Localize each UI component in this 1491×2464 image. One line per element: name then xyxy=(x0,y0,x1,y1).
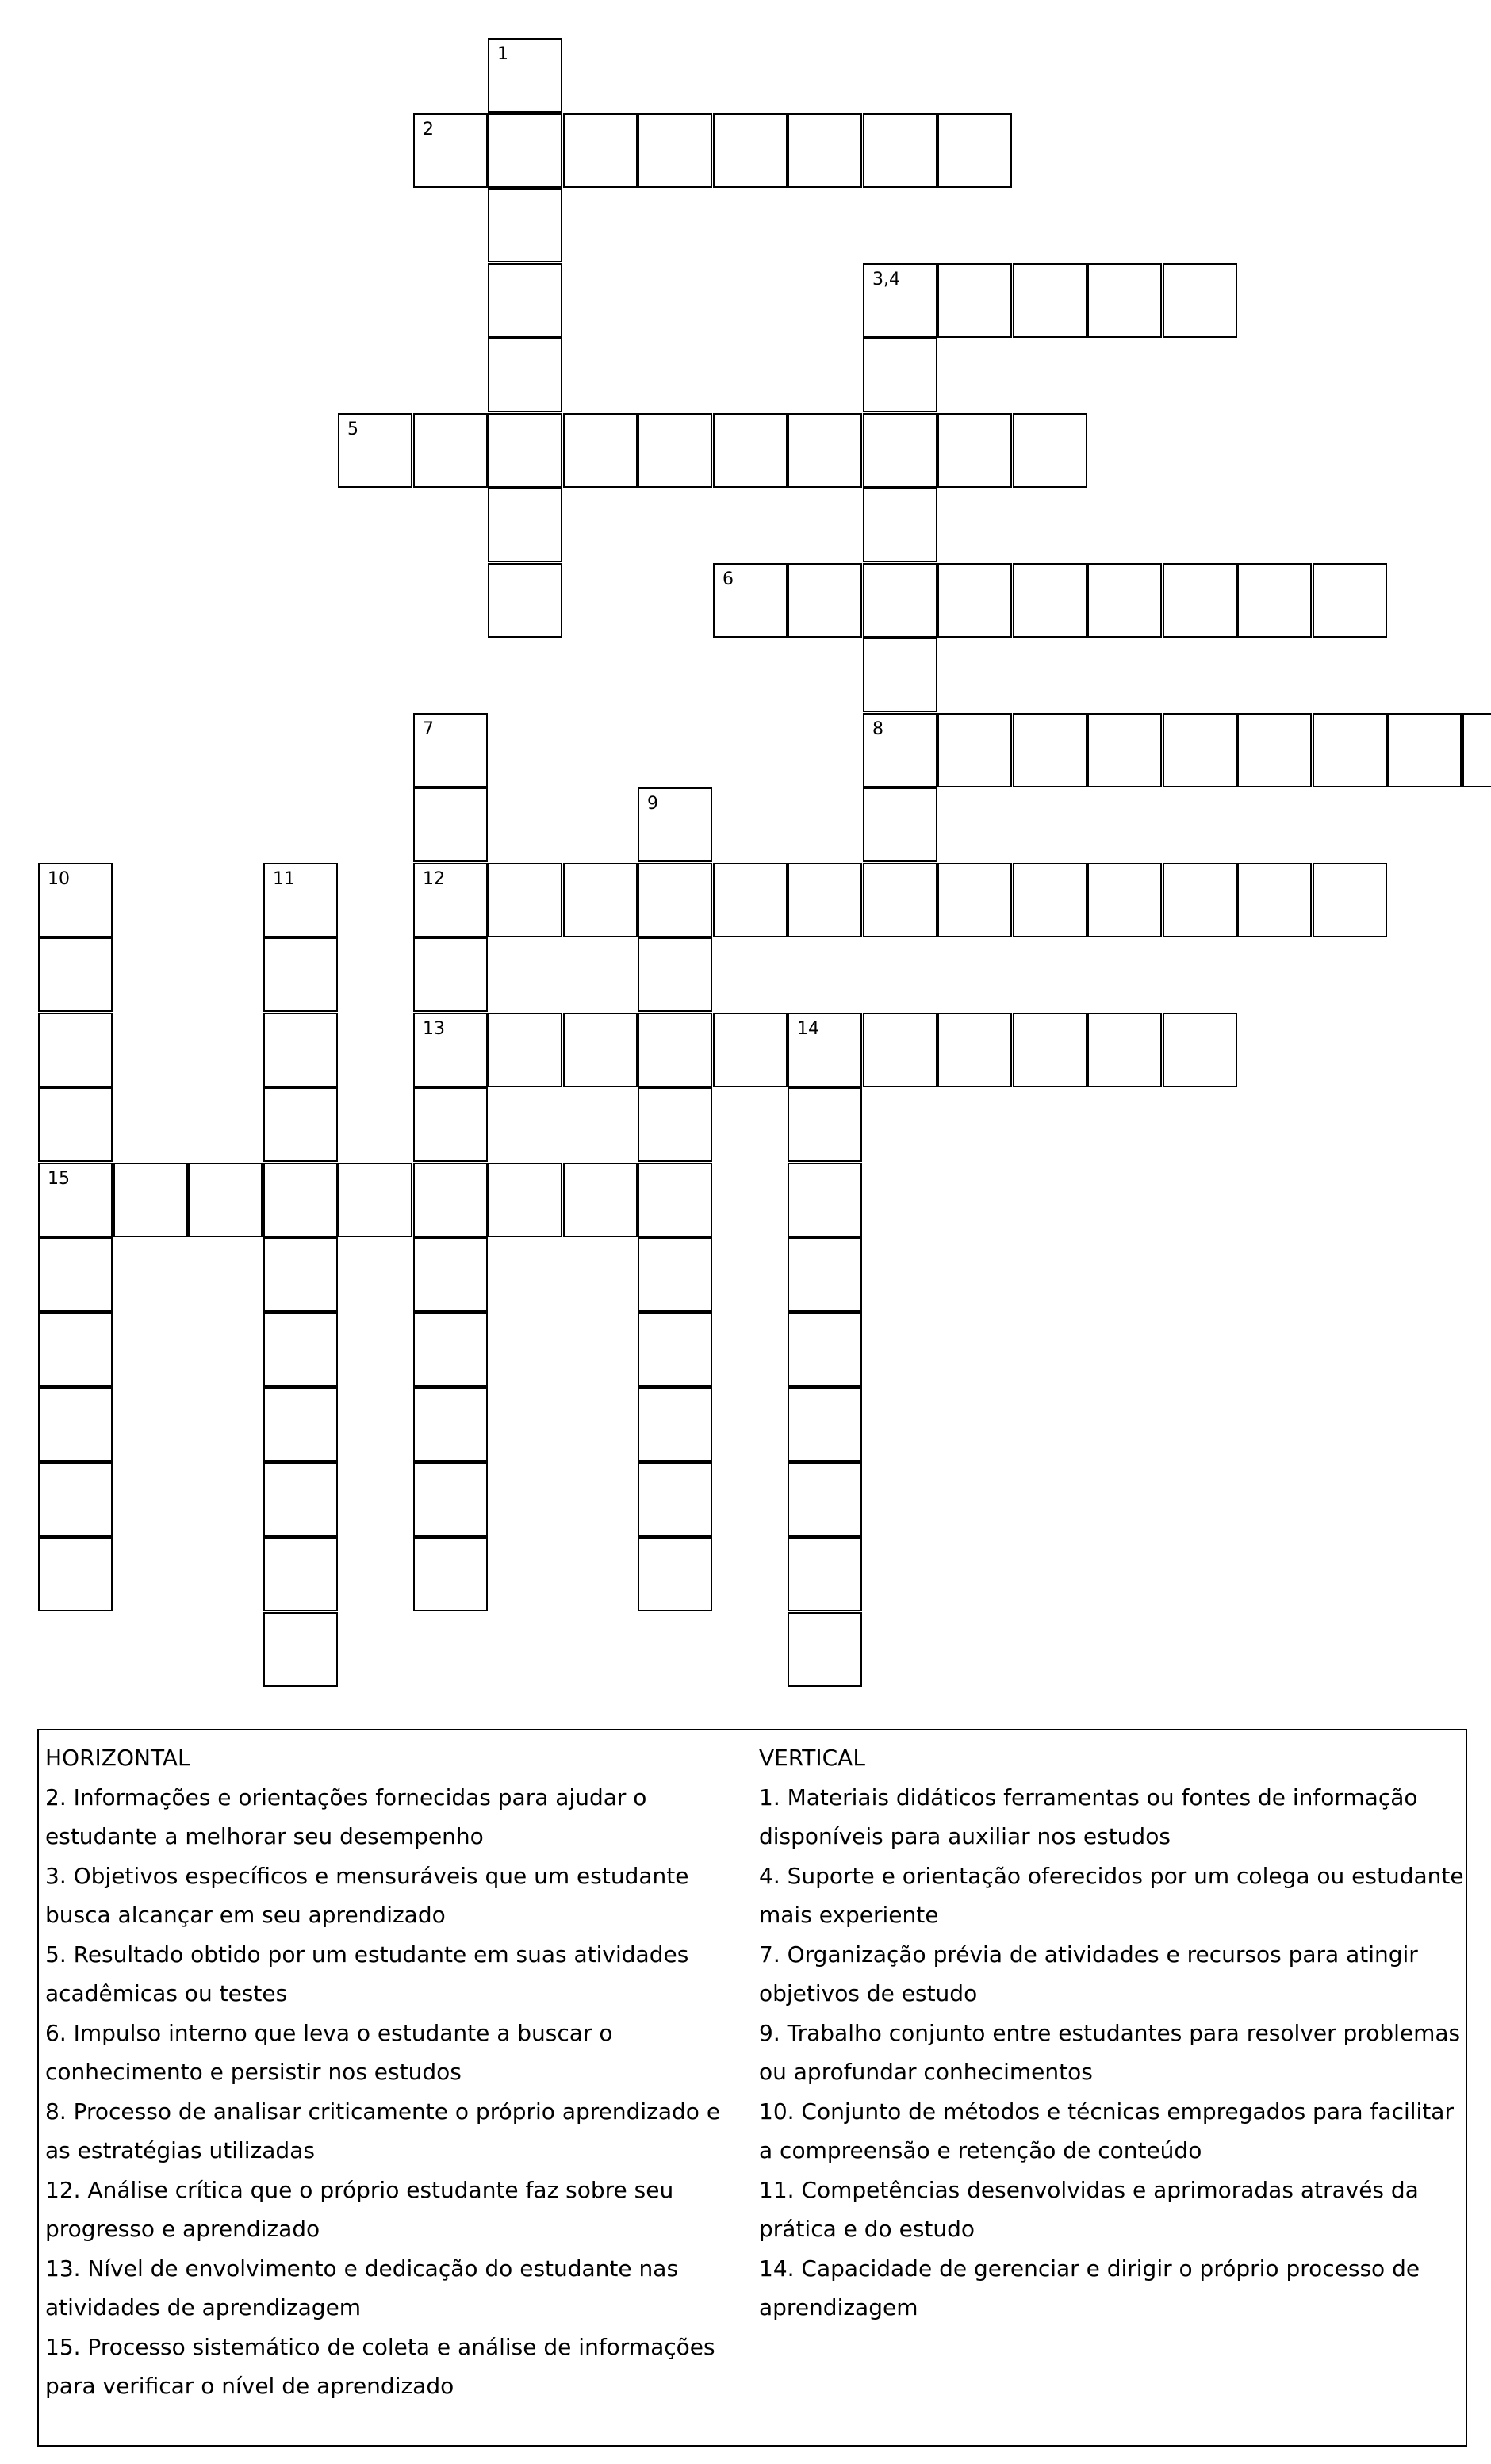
grid-cell[interactable] xyxy=(1013,563,1087,638)
grid-cell[interactable] xyxy=(413,113,488,188)
clue-number: 7 xyxy=(423,719,434,739)
grid-cell[interactable] xyxy=(1163,713,1237,787)
clue-number: 10 xyxy=(48,869,70,889)
grid-cell[interactable] xyxy=(413,413,488,488)
grid-cell[interactable] xyxy=(638,113,712,188)
clue-vertical-7: 7. Organização prévia de atividades e recursos para atingir objetivos de estudo xyxy=(759,1941,1418,2006)
clue-horizontal-3: 3. Objetivos específicos e mensuráveis que um estudante busca alcançar em seu aprendizado xyxy=(45,1862,689,1928)
grid-cell[interactable] xyxy=(638,1462,712,1537)
grid-cell[interactable] xyxy=(413,1387,488,1462)
grid-cell[interactable] xyxy=(1313,863,1387,937)
clue-number: 5 xyxy=(347,420,358,439)
clue-horizontal-12: 12. Análise crítica que o próprio estudante faz sobre seu progresso e aprendizado xyxy=(45,2176,674,2242)
grid-cell[interactable] xyxy=(1087,263,1162,338)
grid-cell[interactable] xyxy=(788,1612,862,1687)
clue-number: 9 xyxy=(647,794,658,814)
grid-cell[interactable] xyxy=(788,1237,862,1312)
grid-cell[interactable] xyxy=(638,787,712,862)
grid-cell[interactable] xyxy=(713,113,788,188)
grid-cell[interactable] xyxy=(413,787,488,862)
grid-cell[interactable] xyxy=(713,413,788,488)
grid-cell[interactable] xyxy=(788,1013,862,1087)
grid-cell[interactable] xyxy=(788,113,862,188)
grid-cell[interactable] xyxy=(38,1087,113,1162)
grid-cell[interactable] xyxy=(788,863,862,937)
grid-cell[interactable] xyxy=(263,1312,338,1387)
grid-cell[interactable] xyxy=(863,863,937,937)
grid-cell[interactable] xyxy=(488,113,562,188)
grid-cell[interactable] xyxy=(413,1537,488,1611)
grid-cell[interactable] xyxy=(863,488,937,562)
grid-cell[interactable] xyxy=(488,38,562,113)
grid-cell[interactable] xyxy=(263,1087,338,1162)
horizontal-title: HORIZONTAL xyxy=(45,1745,190,1771)
grid-cell[interactable] xyxy=(338,413,412,488)
grid-cell[interactable] xyxy=(1163,1013,1237,1087)
clue-vertical-4: 4. Suporte e orientação oferecidos por um colega ou estudante mais experiente xyxy=(759,1862,1464,1928)
grid-cell[interactable] xyxy=(413,1237,488,1312)
clue-horizontal-6: 6. Impulso interno que leva o estudante a buscar o conhecimento e persistir nos estudos xyxy=(45,2019,613,2085)
grid-cell[interactable] xyxy=(488,338,562,412)
grid-cell[interactable] xyxy=(638,1163,712,1237)
clue-vertical-1: 1. Materiais didáticos ferramentas ou fontes de informação disponíveis para auxiliar nos estudos xyxy=(759,1784,1418,1849)
grid-cell[interactable] xyxy=(1163,563,1237,638)
grid-cell[interactable] xyxy=(937,713,1012,787)
clues-box xyxy=(37,1729,1467,2447)
grid-cell[interactable] xyxy=(638,1237,712,1312)
grid-cell[interactable] xyxy=(38,1462,113,1537)
grid-cell[interactable] xyxy=(1013,413,1087,488)
grid-cell[interactable] xyxy=(38,863,113,937)
grid-cell[interactable] xyxy=(263,1013,338,1087)
grid-cell[interactable] xyxy=(263,1612,338,1687)
grid-cell[interactable] xyxy=(1013,263,1087,338)
grid-cell[interactable] xyxy=(413,1163,488,1237)
grid-cell[interactable] xyxy=(863,787,937,862)
grid-cell[interactable] xyxy=(863,113,937,188)
grid-cell[interactable] xyxy=(263,863,338,937)
grid-cell[interactable] xyxy=(937,263,1012,338)
grid-cell[interactable] xyxy=(413,1013,488,1087)
clue-horizontal-5: 5. Resultado obtido por um estudante em suas atividades acadêmicas ou testes xyxy=(45,1941,689,2006)
clue-number: 8 xyxy=(872,719,883,739)
grid-cell[interactable] xyxy=(937,413,1012,488)
grid-cell[interactable] xyxy=(863,338,937,412)
grid-cell[interactable] xyxy=(488,188,562,262)
grid-cell[interactable] xyxy=(638,1312,712,1387)
grid-cell[interactable] xyxy=(38,1237,113,1312)
grid-cell[interactable] xyxy=(1087,713,1162,787)
grid-cell[interactable] xyxy=(413,1462,488,1537)
grid-cell[interactable] xyxy=(413,937,488,1012)
grid-cell[interactable] xyxy=(788,1163,862,1237)
grid-cell[interactable] xyxy=(1163,263,1237,338)
grid-cell[interactable] xyxy=(1237,563,1312,638)
grid-cell[interactable] xyxy=(937,113,1012,188)
grid-cell[interactable] xyxy=(1462,713,1491,787)
clue-number: 13 xyxy=(423,1019,445,1039)
horizontal-clues xyxy=(45,1738,751,2406)
clue-number: 3,4 xyxy=(872,270,900,289)
grid-cell[interactable] xyxy=(1163,863,1237,937)
clue-number: 12 xyxy=(423,869,445,889)
grid-cell[interactable] xyxy=(638,1387,712,1462)
clue-number: 2 xyxy=(423,120,434,140)
vertical-clues xyxy=(759,1738,1465,2328)
grid-cell[interactable] xyxy=(413,713,488,787)
clue-number: 14 xyxy=(797,1019,819,1039)
grid-cell[interactable] xyxy=(263,937,338,1012)
grid-cell[interactable] xyxy=(263,1163,338,1237)
grid-cell[interactable] xyxy=(563,1163,638,1237)
grid-cell[interactable] xyxy=(638,1013,712,1087)
clue-number: 15 xyxy=(48,1169,70,1189)
clue-number: 6 xyxy=(723,569,734,589)
grid-cell[interactable] xyxy=(1087,563,1162,638)
grid-cell[interactable] xyxy=(1087,1013,1162,1087)
grid-cell[interactable] xyxy=(863,638,937,712)
grid-cell[interactable] xyxy=(263,1537,338,1611)
clue-vertical-11: 11. Competências desenvolvidas e aprimoradas através da prática e do estudo xyxy=(759,2176,1419,2242)
grid-cell[interactable] xyxy=(863,563,937,638)
grid-cell[interactable] xyxy=(1013,1013,1087,1087)
grid-cell[interactable] xyxy=(788,1462,862,1537)
grid-cell[interactable] xyxy=(937,563,1012,638)
grid-cell[interactable] xyxy=(1387,713,1462,787)
grid-cell[interactable] xyxy=(1013,713,1087,787)
grid-cell[interactable] xyxy=(1237,713,1312,787)
grid-cell[interactable] xyxy=(488,263,562,338)
clue-number: 11 xyxy=(273,869,295,889)
grid-cell[interactable] xyxy=(263,1462,338,1537)
grid-cell[interactable] xyxy=(937,1013,1012,1087)
grid-cell[interactable] xyxy=(638,1537,712,1611)
grid-cell[interactable] xyxy=(263,1237,338,1312)
clue-horizontal-8: 8. Processo de analisar criticamente o próprio aprendizado e as estratégias utilizadas xyxy=(45,2098,721,2163)
grid-cell[interactable] xyxy=(38,1537,113,1611)
clue-horizontal-13: 13. Nível de envolvimento e dedicação do estudante nas atividades de aprendizagem xyxy=(45,2255,679,2320)
grid-cell[interactable] xyxy=(263,1387,338,1462)
clue-horizontal-2: 2. Informações e orientações fornecidas para ajudar o estudante a melhorar seu desempenho xyxy=(45,1784,647,1849)
grid-cell[interactable] xyxy=(488,1163,562,1237)
clue-vertical-9: 9. Trabalho conjunto entre estudantes para resolver problemas ou aprofundar conhecimentos xyxy=(759,2019,1461,2085)
grid-cell[interactable] xyxy=(863,713,937,787)
grid-cell[interactable] xyxy=(488,563,562,638)
grid-cell[interactable] xyxy=(38,937,113,1012)
grid-cell[interactable] xyxy=(413,863,488,937)
grid-cell[interactable] xyxy=(638,937,712,1012)
grid-cell[interactable] xyxy=(638,413,712,488)
grid-cell[interactable] xyxy=(788,413,862,488)
grid-cell[interactable] xyxy=(1013,863,1087,937)
grid-cell[interactable] xyxy=(638,1087,712,1162)
grid-cell[interactable] xyxy=(563,413,638,488)
grid-cell[interactable] xyxy=(863,263,937,338)
grid-cell[interactable] xyxy=(38,1013,113,1087)
grid-cell[interactable] xyxy=(488,1013,562,1087)
grid-cell[interactable] xyxy=(38,1163,113,1237)
grid-cell[interactable] xyxy=(713,1013,788,1087)
vertical-title: VERTICAL xyxy=(759,1745,865,1771)
grid-cell[interactable] xyxy=(713,863,788,937)
clue-number: 1 xyxy=(497,44,508,64)
grid-cell[interactable] xyxy=(338,1163,412,1237)
grid-cell[interactable] xyxy=(1237,863,1312,937)
grid-cell[interactable] xyxy=(38,1312,113,1387)
grid-cell[interactable] xyxy=(563,863,638,937)
grid-cell[interactable] xyxy=(488,863,562,937)
clue-horizontal-15: 15. Processo sistemático de coleta e análise de informações para verificar o nível de aprendizado xyxy=(45,2333,715,2399)
grid-cell[interactable] xyxy=(638,863,712,937)
clue-vertical-14: 14. Capacidade de gerenciar e dirigir o próprio processo de aprendizagem xyxy=(759,2255,1420,2320)
grid-cell[interactable] xyxy=(713,563,788,638)
grid-cell[interactable] xyxy=(937,863,1012,937)
grid-cell[interactable] xyxy=(113,1163,188,1237)
grid-cell[interactable] xyxy=(488,488,562,562)
grid-cell[interactable] xyxy=(863,413,937,488)
grid-cell[interactable] xyxy=(488,413,562,488)
grid-cell[interactable] xyxy=(788,563,862,638)
grid-cell[interactable] xyxy=(788,1387,862,1462)
grid-cell[interactable] xyxy=(563,1013,638,1087)
grid-cell[interactable] xyxy=(1313,563,1387,638)
grid-cell[interactable] xyxy=(788,1087,862,1162)
grid-cell[interactable] xyxy=(788,1312,862,1387)
grid-cell[interactable] xyxy=(1087,863,1162,937)
grid-cell[interactable] xyxy=(563,113,638,188)
grid-cell[interactable] xyxy=(863,1013,937,1087)
grid-cell[interactable] xyxy=(188,1163,263,1237)
grid-cell[interactable] xyxy=(1313,713,1387,787)
grid-cell[interactable] xyxy=(788,1537,862,1611)
grid-cell[interactable] xyxy=(38,1387,113,1462)
grid-cell[interactable] xyxy=(413,1312,488,1387)
grid-cell[interactable] xyxy=(413,1087,488,1162)
clue-vertical-10: 10. Conjunto de métodos e técnicas empregados para facilitar a compreensão e retenção de conteúdo xyxy=(759,2098,1454,2163)
